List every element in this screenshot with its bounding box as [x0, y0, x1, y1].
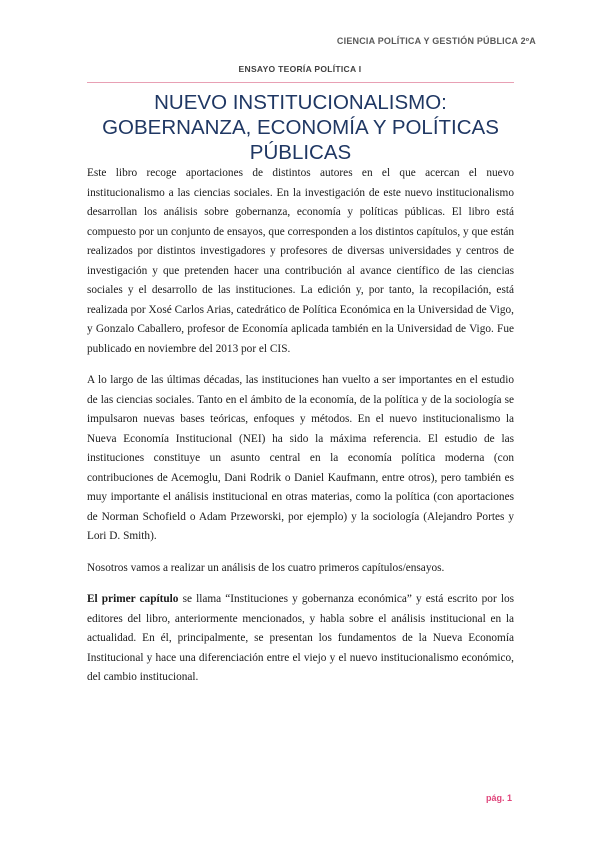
- header-course: CIENCIA POLÍTICA Y GESTIÓN PÚBLICA 2ºA: [336, 36, 536, 46]
- chapter-text: se llama “Instituciones y gobernanza económica” y está escrito por los editores del libro, anteriormente mencionados, y habla sobre el análisis institucional en la actualidad. En él, principalmente, se presentan los fundamentos de la Nueva Economía Institucional y hace una diferenciación entre el viejo y el nuevo institucionalismo económico, del cambio institucional.: [87, 593, 515, 683]
- paragraph-intro: Este libro recoge aportaciones de distintos autores en el que acercan el nuevo institucionalismo a las ciencias sociales. En la investigación de este nuevo institucionalismo desarrollan los análisis sobre gobernanza, economía y políticas públicas. El libro está compuesto por un conjunto de ensayos, que corresponden a los distintos capítulos, y que están realizados por distintos investigadores y profesores de diversas universidades y centros de investigación y que pretenden hacer una contribución al avance científico de las ciencias sociales y el desarrollo de las instituciones. La edición y, por tanto, la recopilación, está realizada por Xosé Carlos Arias, catedrático de Política Económica en la Universidad de Vigo, y Gonzalo Caballero, profesor de Economía aplicada también en la Universidad de Vigo. Fue publicado en noviembre del 2013 por el CIS.: [87, 167, 514, 355]
- header-subtitle: ENSAYO TEORÍA POLÍTICA I: [238, 64, 362, 74]
- page-number: pág. 1: [485, 793, 512, 803]
- paragraph-plan: Nosotros vamos a realizar un análisis de los cuatro primeros capítulos/ensayos.: [87, 561, 445, 574]
- chapter-lead: El primer capítulo: [87, 593, 179, 605]
- document-body: [87, 164, 514, 700]
- document-title: NUEVO INSTITUCIONALISMO: GOBERNANZA, ECONOMÍA Y POLÍTICAS PÚBLICAS: [102, 91, 499, 164]
- paragraph-chapter-one: [87, 590, 514, 688]
- paragraph-context: A lo largo de las últimas décadas, las instituciones han vuelto a ser importantes en el estudio de las ciencias sociales. Tanto en el ámbito de la economía, de la política y de la sociología se impulsaron nuevas bases teóricas, enfoques y métodos. En el nuevo institucionalismo la Nueva Economía Institucional (NEI) ha sido la máxima referencia. El estudio de las instituciones constituye un asunto central en la economía política moderna (con contribuciones de Acemoglu, Dani Rodrik o Daniel Kaufmann, entre otros), pero también es muy importante el análisis institucional en otras materias, como la política (con aportaciones de Norman Schofield o Adam Przeworski, por ejemplo) y la sociología (Alejandro Portes y Lori D. Smith).: [87, 374, 514, 542]
- header-divider: [87, 82, 514, 83]
